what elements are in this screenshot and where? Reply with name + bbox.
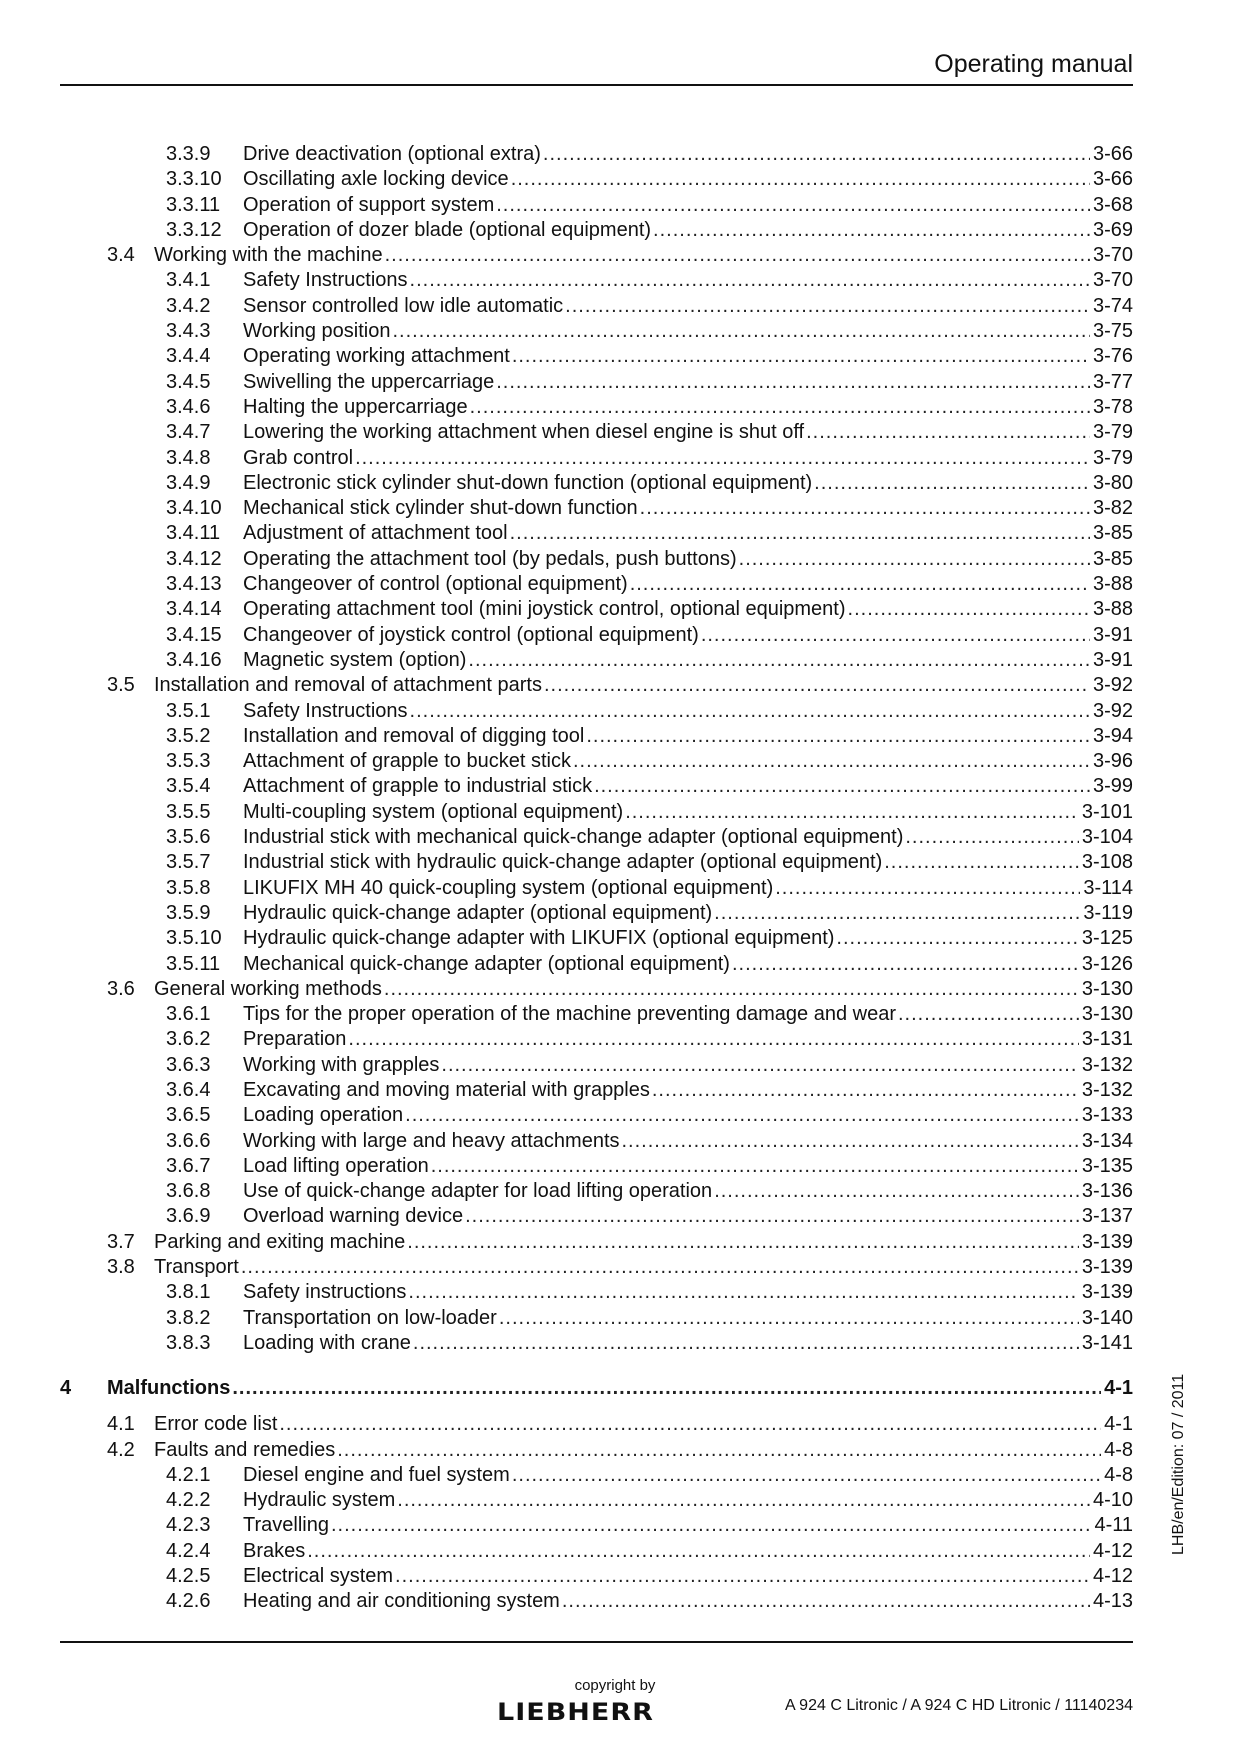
- toc-entry-title: Multi-coupling system (optional equipment): [243, 800, 624, 823]
- toc-entry-number: 4.2.5: [166, 1565, 211, 1588]
- toc-entry-title: Sensor controlled low idle automatic: [243, 294, 564, 317]
- toc-entry-title: Industrial stick with hydraulic quick-change adapter (optional equipment): [243, 851, 883, 874]
- toc-entry-page: 3-82: [1092, 497, 1133, 520]
- toc-leader-dots: [279, 1413, 1101, 1436]
- toc-leader-dots: [625, 801, 1079, 824]
- toc-entry-number: 3.4.6: [166, 395, 211, 418]
- toc-entry-number: 3.3.9: [166, 143, 211, 165]
- toc-entry-title: Operation of dozer blade (optional equipment): [243, 218, 652, 241]
- toc-leader-dots: [413, 1332, 1079, 1355]
- toc-entry-title: Load lifting operation: [243, 1154, 429, 1177]
- toc-entry-page: 3-108: [1081, 851, 1133, 874]
- toc-leader-dots: [714, 1180, 1079, 1203]
- toc-entry-title: Loading operation: [243, 1104, 404, 1127]
- toc-entry[interactable]: [60, 1256, 1133, 1281]
- toc-entry-title: Hydraulic quick-change adapter (optional equipment): [243, 901, 713, 924]
- toc-entry-number: 3.4.7: [166, 421, 211, 444]
- toc-entry-page: 3-91: [1092, 648, 1133, 671]
- toc-entry-title: Working with grapples: [243, 1053, 440, 1076]
- toc-entry-title: Parking and exiting machine: [154, 1230, 406, 1253]
- toc-entry-page: 3-79: [1092, 421, 1133, 444]
- toc-entry-title: Tips for the proper operation of the machine preventing damage and wear: [243, 1003, 896, 1026]
- toc-entry[interactable]: [60, 1464, 1133, 1489]
- toc-entry-page: 3-126: [1081, 952, 1133, 975]
- toc-entry-number: 3.5.11: [166, 952, 221, 975]
- toc-entry-number: 4.2.1: [166, 1463, 211, 1486]
- toc-entry-number: 3.4.13: [166, 573, 222, 596]
- toc-entry[interactable]: [60, 522, 1133, 547]
- toc-entry[interactable]: [60, 1514, 1133, 1539]
- toc-entry-page: 3-132: [1081, 1053, 1133, 1076]
- toc-leader-dots: [544, 674, 1090, 697]
- toc-leader-dots: [884, 851, 1079, 874]
- toc-entry-title: Changeover of joystick control (optional equipment): [243, 623, 699, 646]
- toc-entry-title: Safety instructions: [243, 1281, 407, 1304]
- toc-entry-number: 4: [60, 1377, 72, 1400]
- toc-leader-dots: [905, 826, 1078, 849]
- toc-entry[interactable]: [60, 725, 1133, 750]
- toc-leader-dots: [898, 1003, 1079, 1026]
- toc-entry[interactable]: [60, 1028, 1133, 1053]
- toc-entry[interactable]: [60, 548, 1133, 573]
- toc-entry[interactable]: [60, 1054, 1133, 1079]
- toc-entry[interactable]: [60, 674, 1133, 699]
- toc-entry[interactable]: [60, 295, 1133, 320]
- model-reference: A 924 C Litronic / A 924 C HD Litronic / 11140234: [784, 1697, 1133, 1714]
- toc-entry[interactable]: [60, 1205, 1133, 1230]
- toc-entry[interactable]: [60, 472, 1133, 497]
- toc-leader-dots: [775, 877, 1080, 900]
- toc-leader-dots: [814, 472, 1090, 495]
- toc-entry-page: 3-88: [1092, 598, 1133, 621]
- toc-entry-number: 3.8.3: [166, 1331, 211, 1354]
- toc-entry[interactable]: [60, 497, 1133, 522]
- toc-entry[interactable]: [60, 598, 1133, 623]
- toc-entry-title: Brakes: [243, 1539, 306, 1562]
- toc-entry[interactable]: [60, 1180, 1133, 1205]
- toc-entry-number: 3.4.1: [166, 269, 211, 292]
- toc-entry-page: 3-80: [1092, 471, 1133, 494]
- toc-entry[interactable]: [60, 421, 1133, 446]
- toc-entry-page: 3-76: [1092, 345, 1133, 368]
- toc-leader-dots: [397, 1489, 1090, 1512]
- toc-entry-title: Operating the attachment tool (by pedals, push buttons): [243, 547, 737, 570]
- toc-entry-number: 3.4.9: [166, 471, 211, 494]
- toc-entry[interactable]: [60, 1231, 1133, 1256]
- toc-entry[interactable]: [60, 371, 1133, 396]
- toc-entry-title: Grab control: [243, 446, 354, 469]
- toc-leader-dots: [562, 1590, 1090, 1613]
- toc-entry-page: 4-8: [1104, 1438, 1133, 1461]
- toc-entry[interactable]: [60, 1307, 1133, 1332]
- toc-entry-title: Overload warning device: [243, 1205, 464, 1228]
- toc-leader-dots: [468, 649, 1090, 672]
- toc-entry[interactable]: [60, 447, 1133, 472]
- copyright-label: copyright by: [574, 1677, 656, 1694]
- toc-entry-page: 3-141: [1081, 1331, 1133, 1354]
- toc-entry[interactable]: [60, 801, 1133, 826]
- toc-leader-dots: [543, 143, 1090, 166]
- toc-entry[interactable]: [60, 1590, 1133, 1615]
- toc-leader-dots: [594, 775, 1090, 798]
- toc-entry-page: 3-66: [1092, 168, 1133, 191]
- toc-entry-number: 3.5.4: [166, 775, 211, 798]
- toc-entry-number: 4.2.4: [166, 1539, 211, 1562]
- toc-entry-page: 3-77: [1092, 370, 1133, 393]
- toc-entry-page: 4-10: [1092, 1489, 1133, 1512]
- toc-entry-title: Operating attachment tool (mini joystick control, optional equipment): [243, 598, 846, 621]
- toc-leader-dots: [410, 269, 1090, 292]
- toc-entry-number: 3.6.7: [166, 1154, 211, 1177]
- header-rule: [60, 84, 1133, 86]
- liebherr-logo: [497, 1697, 697, 1729]
- toc-entry[interactable]: [60, 1130, 1133, 1155]
- toc-entry-number: 3.5.9: [166, 901, 211, 924]
- toc-leader-dots: [512, 1464, 1101, 1487]
- toc-entry-number: 3.5.2: [166, 724, 211, 747]
- toc-entry-number: 3.4.11: [166, 522, 221, 545]
- toc-entry-number: 3.4.15: [166, 623, 222, 646]
- toc-entry-page: 3-119: [1083, 901, 1133, 924]
- toc-leader-dots: [496, 371, 1090, 394]
- toc-entry-title: Travelling: [243, 1514, 329, 1537]
- toc-leader-dots: [622, 1130, 1079, 1153]
- toc-entry-number: 3.5.5: [166, 800, 211, 823]
- toc-entry-number: 3.3.12: [166, 218, 222, 241]
- toc-entry[interactable]: [60, 649, 1133, 674]
- toc-entry[interactable]: [60, 1413, 1133, 1438]
- toc-entry-number: 3.6.1: [166, 1003, 211, 1026]
- toc-entry-number: 3.4.12: [166, 547, 222, 570]
- toc-entry-page: 3-85: [1092, 522, 1133, 545]
- toc-entry-page: 3-101: [1081, 800, 1133, 823]
- toc-entry-page: 3-78: [1092, 395, 1133, 418]
- toc-leader-dots: [470, 396, 1090, 419]
- toc-entry-page: 3-104: [1081, 826, 1133, 849]
- toc-entry-number: 4.2.6: [166, 1590, 211, 1613]
- toc-entry-title: Hydraulic system: [243, 1489, 396, 1512]
- toc-entry-number: 3.8.1: [166, 1281, 211, 1304]
- toc-entry-number: 4.2.2: [166, 1489, 211, 1512]
- toc-entry-title: General working methods: [154, 977, 382, 1000]
- toc-leader-dots: [496, 194, 1090, 217]
- toc-entry-page: 3-69: [1092, 218, 1133, 241]
- toc-leader-dots: [385, 244, 1090, 267]
- toc-entry-page: 3-114: [1083, 876, 1133, 899]
- toc-entry-page: 3-79: [1092, 446, 1133, 469]
- toc-entry[interactable]: [60, 143, 1133, 168]
- toc-entry[interactable]: [60, 978, 1133, 1003]
- toc-entry-title: Hydraulic quick-change adapter with LIKUFIX (optional equipment): [243, 927, 835, 950]
- toc-entry-page: 3-131: [1081, 1028, 1133, 1051]
- toc-entry[interactable]: [60, 624, 1133, 649]
- toc-entry-number: 4.1: [107, 1413, 135, 1436]
- toc-leader-dots: [630, 573, 1090, 596]
- toc-entry-title: Malfunctions: [107, 1377, 231, 1400]
- toc-entry-number: 3.6.3: [166, 1053, 211, 1076]
- toc-entry-number: 3.5.10: [166, 927, 222, 950]
- toc-leader-dots: [348, 1028, 1078, 1051]
- toc-leader-dots: [407, 1231, 1079, 1254]
- toc-entry[interactable]: [60, 320, 1133, 345]
- toc-entry-title: Magnetic system (option): [243, 648, 467, 671]
- toc-entry[interactable]: [60, 168, 1133, 193]
- toc-leader-dots: [499, 1307, 1079, 1330]
- toc-entry[interactable]: [60, 1540, 1133, 1565]
- toc-leader-dots: [511, 168, 1090, 191]
- toc-entry-page: 4-1: [1104, 1413, 1133, 1436]
- toc-entry-title: Lowering the working attachment when diesel engine is shut off: [243, 421, 805, 444]
- toc-entry[interactable]: [60, 1489, 1133, 1514]
- toc-entry-number: 3.8.2: [166, 1306, 211, 1329]
- toc-leader-dots: [355, 447, 1090, 470]
- toc-entry-page: 3-88: [1092, 573, 1133, 596]
- toc-entry-number: 3.6.6: [166, 1129, 211, 1152]
- toc-entry[interactable]: [60, 1003, 1133, 1028]
- toc-entry-page: 4-12: [1092, 1565, 1133, 1588]
- toc-entry-number: 3.6.4: [166, 1078, 211, 1101]
- toc-entry-page: 3-75: [1092, 320, 1133, 343]
- toc-entry-title: Operation of support system: [243, 193, 495, 216]
- toc-leader-dots: [337, 1439, 1101, 1462]
- toc-entry-title: LIKUFIX MH 40 quick-coupling system (optional equipment): [243, 876, 774, 899]
- toc-entry-title: Attachment of grapple to industrial stick: [243, 775, 593, 798]
- toc-entry[interactable]: [60, 953, 1133, 978]
- toc-entry-title: Industrial stick with mechanical quick-change adapter (optional equipment): [243, 826, 904, 849]
- toc-leader-dots: [431, 1155, 1079, 1178]
- toc-entry-page: 3-96: [1092, 750, 1133, 773]
- toc-leader-dots: [465, 1205, 1079, 1228]
- toc-leader-dots: [441, 1054, 1078, 1077]
- toc-entry[interactable]: [60, 927, 1133, 952]
- toc-entry-page: 3-125: [1081, 927, 1133, 950]
- toc-entry[interactable]: [60, 269, 1133, 294]
- toc-entry-title: Working with large and heavy attachments: [243, 1129, 620, 1152]
- toc-entry-page: 3-91: [1092, 623, 1133, 646]
- toc-entry[interactable]: [60, 750, 1133, 775]
- toc-leader-dots: [652, 1079, 1079, 1102]
- toc-entry[interactable]: [60, 1155, 1133, 1180]
- toc-entry[interactable]: [60, 1079, 1133, 1104]
- toc-entry-page: 3-139: [1081, 1256, 1133, 1279]
- table-of-contents: [60, 143, 1133, 1616]
- toc-entry[interactable]: [60, 244, 1133, 269]
- toc-entry-page: 3-68: [1092, 193, 1133, 216]
- toc-entry-title: Use of quick-change adapter for load lifting operation: [243, 1180, 713, 1203]
- toc-leader-dots: [653, 219, 1090, 242]
- toc-leader-dots: [701, 624, 1090, 647]
- toc-entry-page: 4-1: [1104, 1377, 1133, 1400]
- footer-rule: [60, 1641, 1133, 1643]
- toc-entry[interactable]: [60, 1377, 1133, 1407]
- toc-leader-dots: [640, 497, 1090, 520]
- edition-note: LHB/en/Edition: 07 / 2011: [1170, 1373, 1187, 1555]
- toc-entry-title: Swivelling the uppercarriage: [243, 370, 495, 393]
- toc-entry-number: 3.5.1: [166, 699, 211, 722]
- toc-entry-number: 3.6.2: [166, 1028, 211, 1051]
- toc-entry-title: Transportation on low-loader: [243, 1306, 497, 1329]
- toc-entry-title: Preparation: [243, 1028, 347, 1051]
- toc-entry-number: 3.4.14: [166, 598, 222, 621]
- toc-entry-number: 3.6: [107, 977, 135, 1000]
- toc-entry-number: 3.5.6: [166, 826, 211, 849]
- toc-entry-title: Safety Instructions: [243, 269, 408, 292]
- toc-entry-page: 4-11: [1094, 1514, 1133, 1537]
- toc-entry-page: 3-133: [1081, 1104, 1133, 1127]
- toc-entry-title: Loading with crane: [243, 1331, 411, 1354]
- toc-entry-title: Safety Instructions: [243, 699, 408, 722]
- toc-leader-dots: [392, 320, 1089, 343]
- toc-entry-number: 3.4.10: [166, 497, 222, 520]
- toc-entry[interactable]: [60, 396, 1133, 421]
- toc-entry-title: Mechanical stick cylinder shut-down function: [243, 497, 638, 520]
- toc-entry-title: Installation and removal of digging tool: [243, 724, 585, 747]
- toc-entry[interactable]: [60, 700, 1133, 725]
- toc-entry-page: 3-85: [1092, 547, 1133, 570]
- toc-entry-page: 3-139: [1081, 1230, 1133, 1253]
- toc-entry[interactable]: [60, 219, 1133, 244]
- toc-leader-dots: [848, 598, 1090, 621]
- toc-entry-number: 3.4.3: [166, 320, 211, 343]
- toc-entry-number: 3.6.9: [166, 1205, 211, 1228]
- toc-entry-page: 3-137: [1081, 1205, 1133, 1228]
- toc-entry[interactable]: [60, 826, 1133, 851]
- toc-entry-number: 3.8: [107, 1256, 135, 1279]
- toc-leader-dots: [512, 345, 1090, 368]
- toc-entry-page: 3-70: [1092, 269, 1133, 292]
- toc-entry-title: Halting the uppercarriage: [243, 395, 468, 418]
- toc-entry-title: Drive deactivation (optional extra): [243, 143, 541, 165]
- toc-entry-title: Heating and air conditioning system: [243, 1590, 560, 1613]
- toc-entry[interactable]: [60, 1332, 1133, 1357]
- toc-entry-page: 3-92: [1092, 699, 1133, 722]
- toc-entry-title: Excavating and moving material with grapples: [243, 1078, 650, 1101]
- toc-entry-page: 3-134: [1081, 1129, 1133, 1152]
- toc-entry-page: 3-74: [1092, 294, 1133, 317]
- toc-entry-number: 3.4.8: [166, 446, 211, 469]
- toc-leader-dots: [331, 1514, 1091, 1537]
- toc-entry-page: 3-66: [1092, 143, 1133, 165]
- toc-leader-dots: [307, 1540, 1090, 1563]
- toc-entry-number: 3.6.5: [166, 1104, 211, 1127]
- toc-entry-page: 3-94: [1092, 724, 1133, 747]
- toc-entry-title: Operating working attachment: [243, 345, 510, 368]
- toc-entry-title: Mechanical quick-change adapter (optional equipment): [243, 952, 730, 975]
- toc-leader-dots: [732, 953, 1079, 976]
- toc-entry-page: 3-135: [1081, 1154, 1133, 1177]
- toc-entry-title: Working position: [243, 320, 391, 343]
- toc-entry-page: 3-99: [1092, 775, 1133, 798]
- toc-leader-dots: [405, 1104, 1079, 1127]
- toc-entry-number: 4.2: [107, 1438, 135, 1461]
- toc-leader-dots: [586, 725, 1090, 748]
- toc-entry-title: Diesel engine and fuel system: [243, 1463, 510, 1486]
- toc-entry-number: 3.6.8: [166, 1180, 211, 1203]
- toc-leader-dots: [510, 522, 1090, 545]
- toc-entry-page: 4-12: [1092, 1539, 1133, 1562]
- toc-entry-title: Attachment of grapple to bucket stick: [243, 750, 571, 773]
- toc-entry[interactable]: [60, 573, 1133, 598]
- toc-leader-dots: [573, 750, 1090, 773]
- toc-entry-title: Working with the machine: [154, 244, 383, 267]
- toc-entry-title: Electrical system: [243, 1565, 394, 1588]
- toc-leader-dots: [232, 1377, 1101, 1400]
- toc-entry[interactable]: [60, 1281, 1133, 1306]
- toc-entry-title: Adjustment of attachment tool: [243, 522, 508, 545]
- toc-entry-number: 4.2.3: [166, 1514, 211, 1537]
- toc-entry[interactable]: [60, 877, 1133, 902]
- toc-entry[interactable]: [60, 1104, 1133, 1129]
- toc-entry-title: Oscillating axle locking device: [243, 168, 509, 191]
- toc-entry-title: Installation and removal of attachment parts: [154, 674, 542, 697]
- toc-entry-number: 3.7: [107, 1230, 135, 1253]
- toc-entry[interactable]: [60, 194, 1133, 219]
- toc-leader-dots: [410, 700, 1090, 723]
- toc-entry-page: 3-139: [1081, 1281, 1133, 1304]
- toc-entry-page: 3-132: [1081, 1078, 1133, 1101]
- toc-entry-number: 3.4.16: [166, 648, 222, 671]
- toc-entry-number: 3.5.3: [166, 750, 211, 773]
- toc-entry-number: 3.5.8: [166, 876, 211, 899]
- page-header-title: Operating manual: [934, 50, 1133, 78]
- toc-entry-title: Transport: [154, 1256, 239, 1279]
- toc-entry-page: 3-70: [1092, 244, 1133, 267]
- toc-entry-number: 3.4.4: [166, 345, 211, 368]
- toc-leader-dots: [739, 548, 1090, 571]
- toc-entry[interactable]: [60, 902, 1133, 927]
- toc-leader-dots: [806, 421, 1090, 444]
- toc-entry[interactable]: [60, 775, 1133, 800]
- toc-entry-title: Changeover of control (optional equipment): [243, 573, 628, 596]
- toc-entry-page: 3-140: [1081, 1306, 1133, 1329]
- toc-entry-number: 3.4.2: [166, 294, 211, 317]
- toc-entry-page: 3-130: [1081, 1003, 1133, 1026]
- toc-entry-number: 3.5.7: [166, 851, 211, 874]
- toc-entry-number: 3.3.11: [166, 193, 221, 216]
- toc-entry[interactable]: [60, 851, 1133, 876]
- toc-leader-dots: [836, 927, 1078, 950]
- toc-entry[interactable]: [60, 345, 1133, 370]
- toc-entry[interactable]: [60, 1565, 1133, 1590]
- logo-wordmark: LIEBHERR: [497, 1698, 654, 1727]
- toc-leader-dots: [408, 1281, 1078, 1304]
- toc-leader-dots: [395, 1565, 1090, 1588]
- toc-entry-number: 3.4: [107, 244, 135, 267]
- toc-entry-title: Electronic stick cylinder shut-down function (optional equipment): [243, 471, 813, 494]
- toc-entry-number: 3.3.10: [166, 168, 222, 191]
- toc-leader-dots: [714, 902, 1080, 925]
- toc-entry-title: Error code list: [154, 1413, 278, 1436]
- toc-entry[interactable]: [60, 1439, 1133, 1464]
- toc-entry-page: 3-130: [1081, 977, 1133, 1000]
- toc-entry-page: 4-8: [1104, 1463, 1133, 1486]
- toc-leader-dots: [384, 978, 1079, 1001]
- toc-entry-page: 3-136: [1081, 1180, 1133, 1203]
- toc-entry-number: 3.4.5: [166, 370, 211, 393]
- toc-leader-dots: [241, 1256, 1079, 1279]
- toc-leader-dots: [565, 295, 1090, 318]
- toc-entry-page: 3-92: [1092, 674, 1133, 697]
- toc-entry-number: 3.5: [107, 674, 135, 697]
- toc-entry-title: Faults and remedies: [154, 1438, 336, 1461]
- toc-entry-page: 4-13: [1092, 1590, 1133, 1613]
